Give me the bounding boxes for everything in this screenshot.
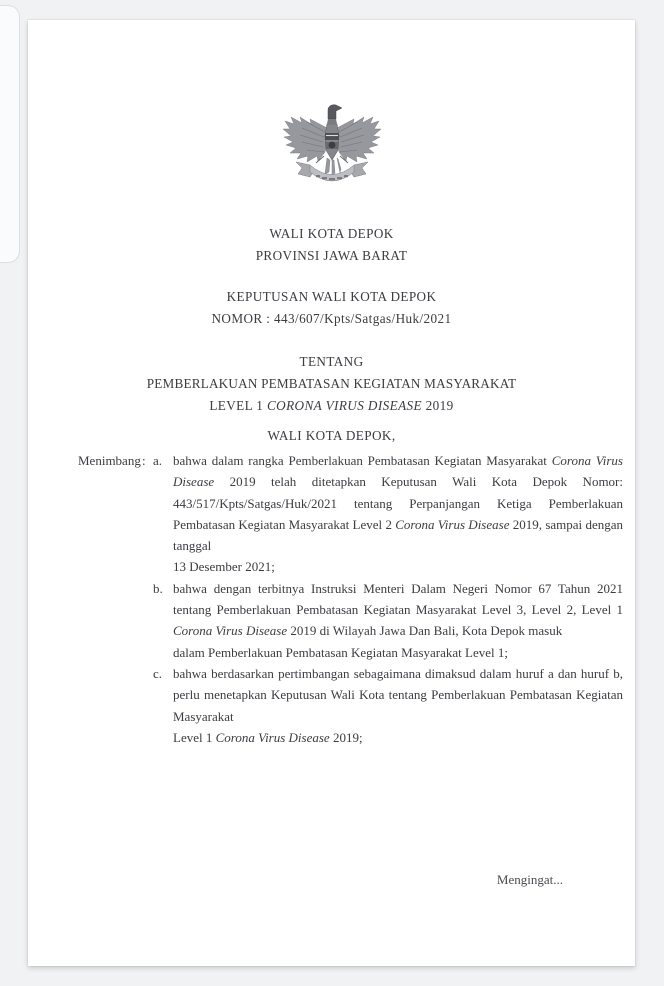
title-level-prefix: LEVEL 1	[209, 398, 267, 413]
item-c-part1: bahwa berdasarkan pertimbangan sebagaimana dimaksud dalam huruf a dan huruf b, perlu menetapkan Keputusan Wali Kota tentang Pemberlakuan Pembatasan Kegiatan Masyarakat	[173, 665, 623, 724]
item-b-part1: bahwa dengan terbitnya Instruksi Menteri Dalam Negeri Nomor 67 Tahun 2021 tentang Pemberlakuan Pembatasan Kegiatan Masyarakat Level 3, Level 2, Level 1	[173, 580, 623, 618]
decision-number-line: NOMOR : 443/607/Kpts/Satgas/Huk/2021	[211, 311, 452, 326]
garuda-pancasila-emblem	[280, 102, 384, 188]
item-text-a	[173, 450, 635, 578]
item-b-lastline: dalam Pemberlakuan Pembatasan Kegiatan Masyarakat Level 1;	[173, 644, 508, 660]
item-text-b	[173, 578, 635, 663]
header-line-wali-kota: WALI KOTA DEPOK	[269, 226, 394, 241]
considering-colon: :	[142, 453, 146, 468]
item-a-italic2: Corona Virus Disease	[395, 516, 510, 532]
title-line-2	[28, 395, 635, 417]
item-a-part2: 2019 telah ditetapkan Keputusan Wali Kota Depok Nomor: 443/517/Kpts/Satgas/Huk/2021 tentang Perpanjangan Ketiga Pemberlakuan Pembatasan Kegiatan Masyarakat Level 2	[173, 474, 623, 532]
considering-item-a	[28, 450, 635, 578]
title-year-suffix: 2019	[421, 398, 454, 413]
considering-item-b	[28, 578, 635, 663]
header-authority	[28, 223, 635, 267]
thumbnail-panel[interactable]	[0, 5, 20, 263]
emblem-container	[28, 102, 635, 193]
about-heading	[28, 351, 635, 417]
item-marker-c: c.	[153, 665, 163, 681]
item-a-part1: bahwa dalam rangka Pemberlakuan Pembatasan Kegiatan Masyarakat	[173, 453, 552, 468]
considering-label: Menimbang	[78, 453, 141, 468]
item-b-part2: 2019 di Wilayah Jawa Dan Bali, Kota Depok masuk	[287, 623, 563, 639]
item-marker-b: b.	[153, 580, 163, 596]
mengingat-footer: Mengingat...	[496, 872, 563, 887]
header-line-provinsi: PROVINSI JAWA BARAT	[255, 248, 408, 263]
item-a-lastline: 13 Desember 2021;	[173, 559, 275, 575]
title-disease-italic: CORONA VIRUS DISEASE	[266, 398, 422, 413]
decision-heading	[28, 286, 635, 330]
signatory-line: WALI KOTA DEPOK,	[267, 428, 396, 443]
considering-item-c	[28, 663, 635, 748]
signatory-heading	[28, 425, 635, 447]
decision-title-line: KEPUTUSAN WALI KOTA DEPOK	[226, 289, 437, 304]
document-page	[28, 20, 635, 966]
item-marker-a: a.	[153, 453, 163, 468]
item-a-part3: 2019, sampai dengan tanggal	[173, 516, 623, 554]
item-c-lastline-suffix: 2019;	[329, 729, 363, 745]
considering-section	[28, 450, 635, 748]
item-c-lastline	[173, 727, 623, 748]
item-c-lastline-prefix: Level 1	[173, 729, 216, 745]
item-c-lastline-italic: Corona Virus Disease	[215, 729, 330, 745]
item-text-c	[173, 663, 635, 748]
about-label: TENTANG	[299, 354, 364, 369]
item-b-italic1: Corona Virus Disease	[173, 623, 288, 639]
title-line-1: PEMBERLAKUAN PEMBATASAN KEGIATAN MASYARAKAT	[146, 376, 517, 391]
item-a-italic1: Corona Virus Disease	[173, 453, 623, 490]
